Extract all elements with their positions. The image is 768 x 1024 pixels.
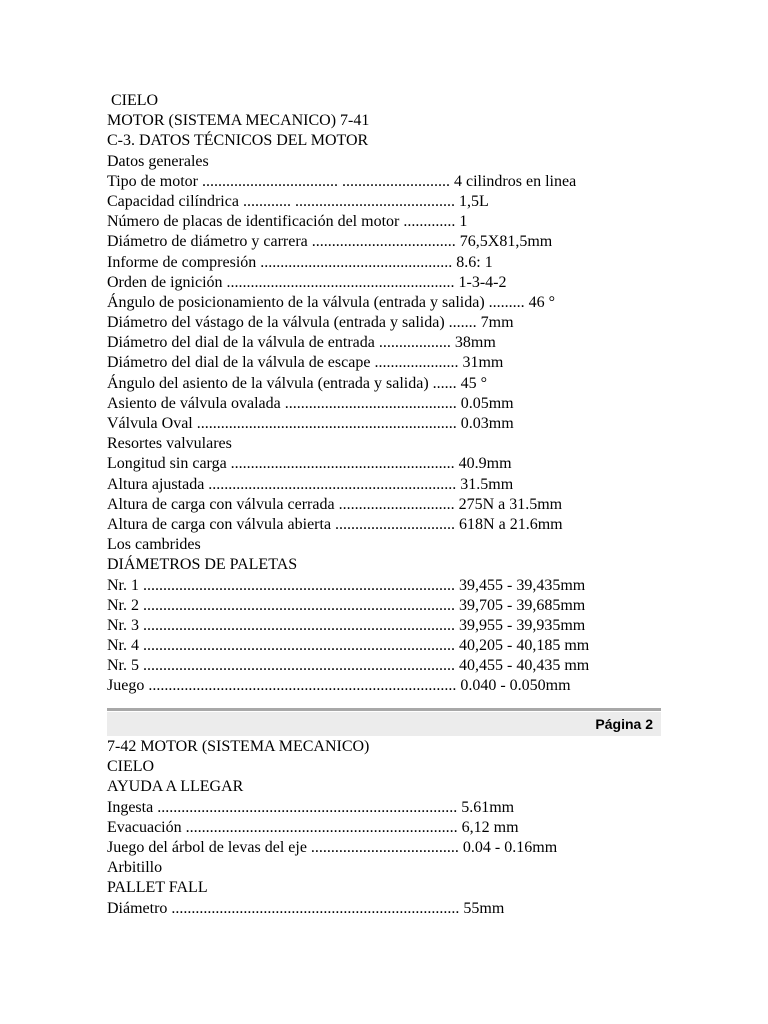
subsection-heading: Datos generales <box>107 152 209 170</box>
spec-line: Diámetro del dial de la válvula de escape ..................... 31mm <box>107 354 504 372</box>
spec-line: Diámetro del vástago de la válvula (entrada y salida) ....... 7mm <box>107 314 514 332</box>
doc-title: CIELO <box>107 92 159 109</box>
subsection-heading: Resortes valvulares <box>107 435 232 453</box>
spec-line: Orden de ignición ......................................................... 1-3-4-2 <box>107 273 507 291</box>
doc-title: CIELO <box>107 758 155 776</box>
page-separator <box>107 708 661 711</box>
spec-line: Nr. 2 .............................................................................. 39,705 - 39,685mm <box>107 596 586 614</box>
spec-line: Nr. 3 .............................................................................. 39,955 - 39,935mm <box>107 616 586 634</box>
spec-line: Nr. 5 .............................................................................. 40,455 - 40,435 mm <box>107 657 590 675</box>
spec-line: Ingesta ........................................................................... 5.61mm <box>107 798 515 816</box>
page-number-bar <box>107 712 661 736</box>
subsection-heading: PALLET FALL <box>107 879 208 897</box>
spec-line: Asiento de válvula ovalada ........................................... 0.05mm <box>107 394 514 412</box>
section-header: MOTOR (SISTEMA MECANICO) 7-41 <box>107 112 370 130</box>
spec-line: Juego del árbol de levas del eje ..................................... 0.04 - 0.16mm <box>107 838 558 856</box>
spec-line: Altura de carga con válvula abierta .............................. 618N a 21.6mm <box>107 515 563 533</box>
spec-line: Tipo de motor .................................. ........................... 4 cilindros en linea <box>107 172 577 190</box>
spec-line: Juego ............................................................................. 0.040 - 0.050mm <box>107 677 571 695</box>
spec-line: Nr. 4 .............................................................................. 40,205 - 40,185 mm <box>107 637 590 655</box>
spec-line: Evacuación .................................................................... 6,12 mm <box>107 818 519 836</box>
spec-line: Capacidad cilíndrica ............ ........................................ 1,5L <box>107 192 489 210</box>
spec-line: Número de placas de identificación del motor ............. 1 <box>107 213 468 231</box>
spec-line: Diámetro ........................................................................ 55mm <box>107 899 505 917</box>
spec-line: Nr. 1 .............................................................................. 39,455 - 39,435mm <box>107 576 586 594</box>
subsection-heading: Los cambrides <box>107 536 201 554</box>
section-title: C-3. DATOS TÉCNICOS DEL MOTOR <box>107 132 369 150</box>
page-number-label: Página 2 <box>595 716 653 732</box>
spec-line: Ángulo del asiento de la válvula (entrada y salida) ...... 45 ° <box>107 374 488 392</box>
section-header: 7-42 MOTOR (SISTEMA MECANICO) <box>107 738 370 755</box>
page-1-content <box>107 91 667 697</box>
spec-line: Diámetro del dial de la válvula de entrada .................. 38mm <box>107 334 496 352</box>
spec-line: Ángulo de posicionamiento de la válvula (entrada y salida) ......... 46 ° <box>107 293 556 311</box>
subsection-heading: AYUDA A LLEGAR <box>107 778 244 796</box>
spec-line: Informe de compresión ................................................ 8.6: 1 <box>107 253 493 271</box>
subsection-heading: DIÁMETROS DE PALETAS <box>107 556 298 574</box>
spec-line: Altura de carga con válvula cerrada ............................. 275N a 31.5mm <box>107 495 563 513</box>
spec-line: Válvula Oval ................................................................. 0.03mm <box>107 415 514 432</box>
subsection-heading: Arbitillo <box>107 859 163 877</box>
spec-line: Altura ajustada .............................................................. 31.5mm <box>107 475 514 493</box>
spec-line: Diámetro de diámetro y carrera .................................... 76,5X81,5mm <box>107 233 553 251</box>
page-2-content <box>107 737 667 919</box>
spec-line: Longitud sin carga ........................................................ 40.9mm <box>107 455 512 473</box>
